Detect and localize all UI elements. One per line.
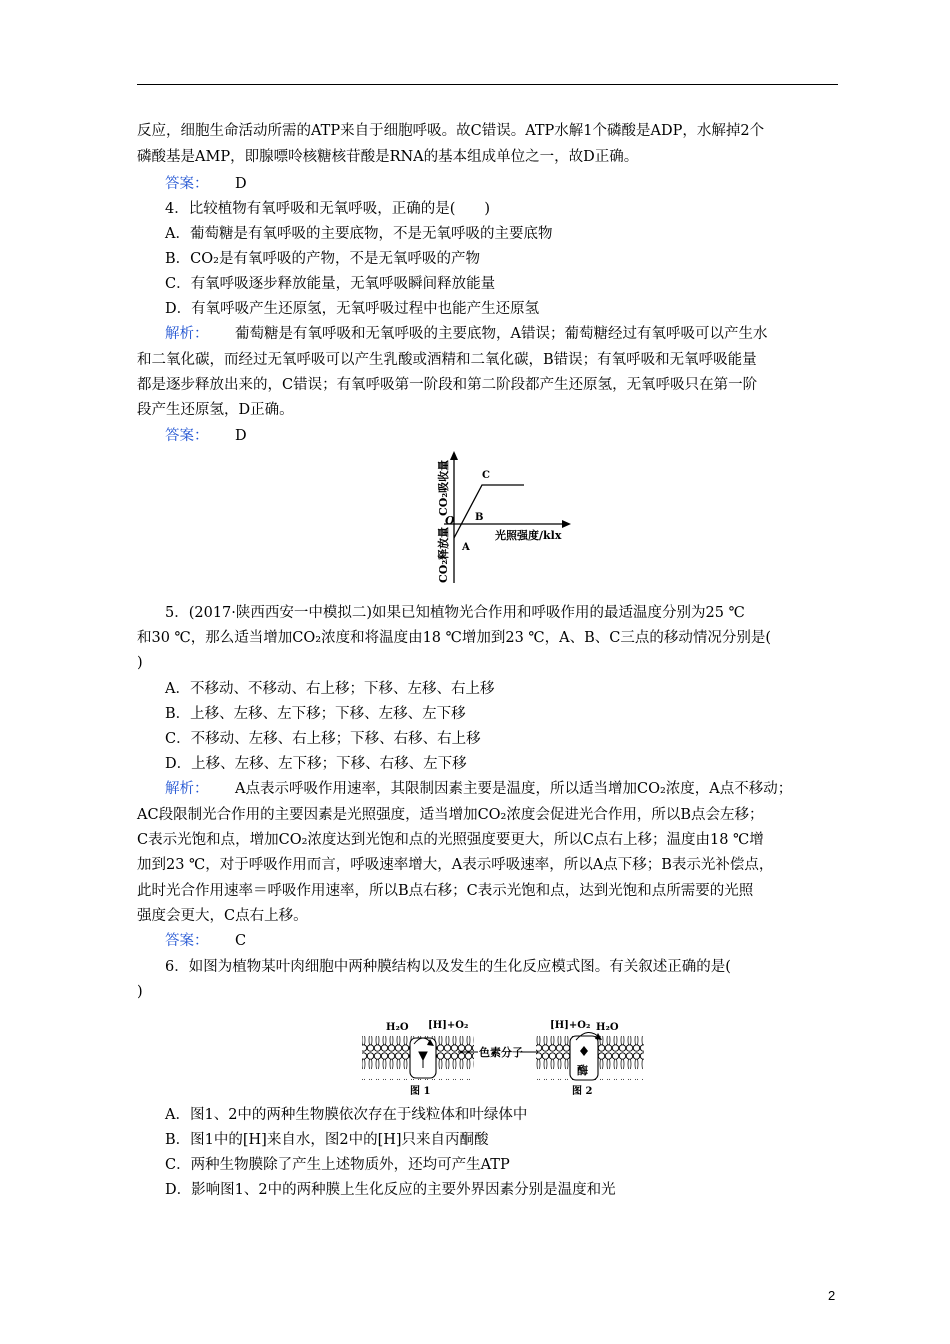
header-rule [137,84,838,85]
answer-label: 答案： [165,176,209,192]
q5-analysis-line-2: AC段限制光合作用的主要因素是光照强度，适当增加CO₂浓度会促进光合作用，所以B点会左移； [137,807,764,823]
pigment-label: 色素分子 [479,1046,523,1059]
enzyme-label: 酶 [577,1064,588,1077]
q5-stem-line-3: ) [137,655,143,671]
fig1-left-label: H₂O [386,1022,409,1033]
x-axis-label: 光照强度/klx [495,529,562,542]
q4-option-c: C．有氧呼吸逐步释放能量，无氧呼吸瞬间释放能量 [165,276,496,292]
q4-option-b: B．CO₂是有氧呼吸的产物，不是无氧呼吸的产物 [165,251,480,267]
point-a-label: A [462,542,470,553]
answer-value: D [235,428,247,444]
y-axis-lower-label: CO₂释放量 [437,526,450,583]
point-c-label: C [482,470,490,481]
q4-option-a: A．葡萄糖是有氧呼吸的主要底物，不是无氧呼吸的主要底物 [165,226,553,242]
q5-option-d: D．上移、左移、左下移；下移、右移、左下移 [165,756,467,772]
q6-option-d: D．影响图1、2中的两种膜上生化反应的主要外界因素分别是温度和光 [165,1182,616,1198]
answer-value: D [235,176,247,192]
y-axis-arrow [450,451,458,460]
y-axis-upper-label: CO₂吸收量 [437,459,450,516]
intro-line-1: 反应，细胞生命活动所需的ATP来自于细胞呼吸。故C错误。ATP水解1个磷酸是ADP，水解掉2个 [137,123,765,139]
q4-option-d: D．有氧呼吸产生还原氢，无氧呼吸过程中也能产生还原氢 [165,301,540,317]
q5-analysis-line-3: C表示光饱和点，增加CO₂浓度达到光饱和点的光照强度要更大，所以C点右上移；温度由18 ℃增 [137,832,764,848]
q6-option-c: C．两种生物膜除了产生上述物质外，还均可产生ATP [165,1157,510,1173]
analysis-text: A点表示呼吸作用速率，其限制因素主要是温度，所以适当增加CO₂浓度，A点不移动； [235,781,793,797]
analysis-label: 解析： [165,326,209,342]
analysis-text: 葡萄糖是有氧呼吸和无氧呼吸的主要底物，A错误；葡萄糖经过有氧呼吸可以产生水 [235,326,768,342]
point-b-label: B [475,512,484,523]
intro-answer [165,174,247,194]
q5-option-c: C．不移动、左移、右上移；下移、右移、右上移 [165,731,481,747]
q6-stem-line-2: ) [137,984,143,1000]
q6-option-b: B．图1中的[H]来自水，图2中的[H]只来自丙酮酸 [165,1132,489,1148]
q5-option-a: A．不移动、不移动、右上移；下移、左移、右上移 [165,681,495,697]
q4-answer [165,426,247,446]
co2-light-graph [420,448,580,588]
q4-analysis-line-3: 都是逐步释放出来的，C错误；有氧呼吸第一阶段和第二阶段都产生还原氢，无氧呼吸只在第一阶 [137,377,758,393]
page-number: 2 [828,1288,836,1303]
q5-analysis-line-1 [165,779,792,799]
caption-fig2: 图 2 [572,1086,593,1097]
q5-stem-line-1: 5．(2017·陕西西安一中模拟二)如果已知植物光合作用和呼吸作用的最适温度分别为25 ℃ [165,605,745,621]
q5-answer [165,931,246,951]
answer-value: C [235,933,247,949]
q5-analysis-line-4: 加到23 ℃，对于呼吸作用而言，呼吸速率增大，A表示呼吸速率，所以A点下移；B表示光补偿点， [137,857,774,873]
origin-label: O [445,514,455,527]
fig2-left-label: [H]+O₂ [550,1020,591,1031]
caption-fig1: 图 1 [410,1086,431,1097]
q4-analysis-line-4: 段产生还原氢，D正确。 [137,402,294,418]
membrane-diagram [360,1008,650,1098]
q4-analysis-line-1 [165,324,767,344]
q6-stem-line-1: 6．如图为植物某叶肉细胞中两种膜结构以及发生的生化反应模式图。有关叙述正确的是( [165,959,731,975]
q6-option-a: A．图1、2中的两种生物膜依次存在于线粒体和叶绿体中 [165,1107,528,1123]
q5-option-b: B．上移、左移、左下移；下移、左移、左下移 [165,706,466,722]
q4-stem: 4．比较植物有氧呼吸和无氧呼吸，正确的是( ) [165,201,491,217]
q5-stem-line-2: 和30 ℃，那么适当增加CO₂浓度和将温度由18 ℃增加到23 ℃，A、B、C三点的移动情况分别是( [137,630,772,646]
intro-line-2: 磷酸基是AMP，即腺嘌呤核糖核苷酸是RNA的基本组成单位之一，故D正确。 [137,149,639,165]
analysis-label: 解析： [165,781,209,797]
q4-analysis-line-2: 和二氧化碳，而经过无氧呼吸可以产生乳酸或酒精和二氧化碳，B错误；有氧呼吸和无氧呼吸能量 [137,352,757,368]
q5-analysis-line-5: 此时光合作用速率＝呼吸作用速率，所以B点右移；C表示光饱和点，达到光饱和点所需要的光照 [137,883,754,899]
x-axis-arrow [562,520,571,528]
fig2-right-label: H₂O [596,1022,619,1033]
answer-label: 答案： [165,428,209,444]
fig1-right-label: [H]+O₂ [428,1020,469,1031]
q5-analysis-line-6: 强度会更大，C点右上移。 [137,908,308,924]
answer-label: 答案： [165,933,209,949]
